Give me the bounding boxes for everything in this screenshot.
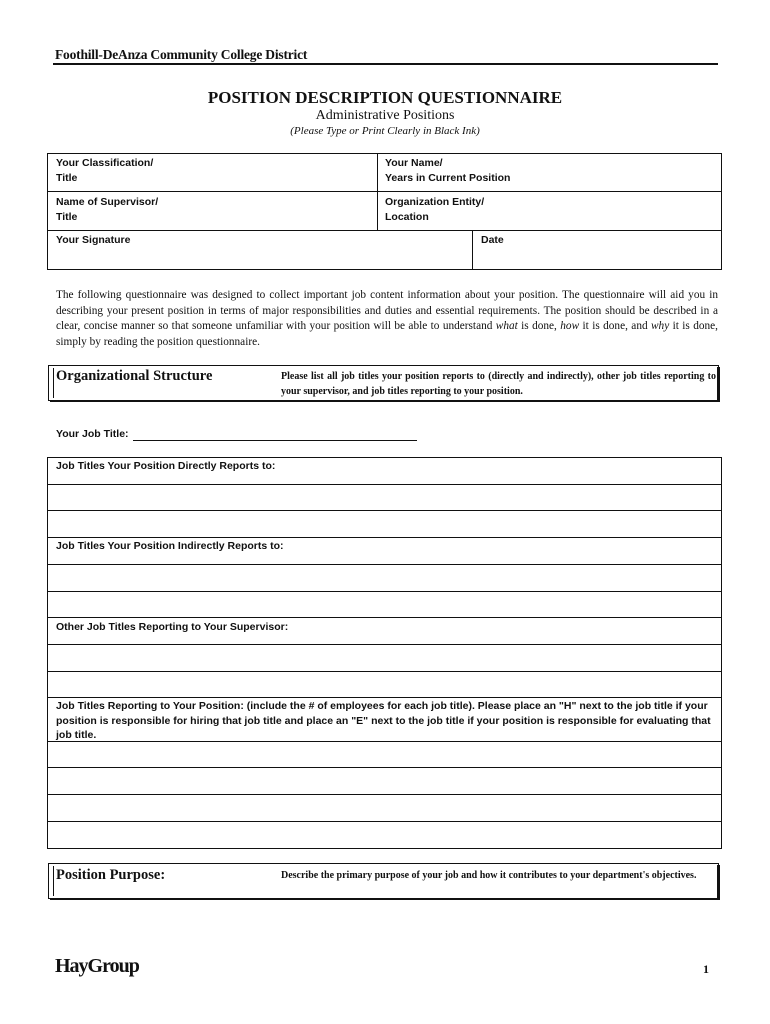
supervisor-label: Name of Supervisor/ Title xyxy=(56,196,159,223)
section-inner-rule xyxy=(53,866,54,896)
document-subtitle: Administrative Positions xyxy=(315,108,455,123)
entity-label: Organization Entity/ Location xyxy=(385,196,485,223)
info-table-divider xyxy=(472,230,473,270)
reporting-to-you-row[interactable] xyxy=(49,796,720,820)
job-title-label: Your Job Title: xyxy=(56,428,129,440)
org-structure-title: Organizational Structure xyxy=(56,368,213,384)
grid-line xyxy=(47,537,722,538)
info-table-divider xyxy=(47,191,722,192)
grid-line xyxy=(47,644,722,645)
intro-text: The following questionnaire was designed to collect important job content information about your position. The questionnaire will aid you in describing your present position in terms of major responsibilities and duties and essential requirements. The position should be described in a clear, concise manner so that someone unfamiliar with your position will be able to understand xyxy=(56,289,718,332)
grid-line xyxy=(47,767,722,768)
grid-line xyxy=(47,564,722,565)
grid-line xyxy=(47,821,722,822)
name-label: Your Name/ Years in Current Position xyxy=(385,157,511,184)
date-field[interactable] xyxy=(520,232,720,268)
intro-paragraph xyxy=(56,288,718,350)
intro-emphasis: how xyxy=(560,320,580,332)
reporting-to-you-row[interactable] xyxy=(49,769,720,793)
grid-line xyxy=(47,697,722,698)
other-titles-row[interactable] xyxy=(49,673,720,696)
directly-reports-label: Job Titles Your Position Directly Reports to: xyxy=(56,460,276,472)
date-label: Date xyxy=(481,234,504,246)
reporting-to-you-row[interactable] xyxy=(49,823,720,847)
directly-reports-row[interactable] xyxy=(49,512,720,536)
intro-text: it is done, simply by reading the position questionnaire. xyxy=(56,320,718,348)
indirectly-reports-label: Job Titles Your Position Indirectly Reports to: xyxy=(56,540,284,552)
classification-field[interactable] xyxy=(200,155,375,190)
page-number: 1 xyxy=(703,962,709,976)
section-shadow xyxy=(50,400,720,402)
position-purpose-title: Position Purpose: xyxy=(56,867,166,883)
info-table-divider xyxy=(47,230,722,231)
other-titles-label: Other Job Titles Reporting to Your Supervisor: xyxy=(56,621,289,633)
grid-line xyxy=(47,510,722,511)
supervisor-field[interactable] xyxy=(200,193,375,228)
intro-text: is done, xyxy=(517,320,561,332)
entity-field[interactable] xyxy=(560,193,720,228)
indirectly-reports-row[interactable] xyxy=(49,566,720,590)
indirectly-reports-row[interactable] xyxy=(49,593,720,616)
header-rule xyxy=(53,63,718,65)
grid-line xyxy=(47,671,722,672)
name-field[interactable] xyxy=(560,155,720,190)
classification-label: Your Classification/ Title xyxy=(56,157,154,184)
section-shadow xyxy=(50,898,720,900)
grid-line xyxy=(47,591,722,592)
other-titles-row[interactable] xyxy=(49,646,720,670)
grid-line xyxy=(47,617,722,618)
grid-line xyxy=(47,484,722,485)
info-table-divider xyxy=(377,153,378,230)
grid-line xyxy=(47,794,722,795)
intro-text: it is done, and xyxy=(579,320,652,332)
reporting-to-you-label: Job Titles Reporting to Your Position: (include the # of employees for each job title). Please place an "H" next to the job title if your position is responsible for hiring that job title and place an "E" next to the job title if your position is responsible for evaluating that job title. xyxy=(56,700,711,741)
job-title-field[interactable] xyxy=(133,440,417,441)
section-inner-rule xyxy=(53,368,54,398)
signature-label: Your Signature xyxy=(56,234,131,246)
intro-emphasis: why xyxy=(651,320,670,332)
org-structure-description: Please list all job titles your position reports to (directly and indirectly), other job titles reporting to your supervisor, and job titles reporting to your position. xyxy=(281,371,716,397)
document-title: POSITION DESCRIPTION QUESTIONNAIRE xyxy=(207,88,563,107)
directly-reports-row[interactable] xyxy=(49,486,720,509)
haygroup-logo: HayGroup xyxy=(55,955,139,977)
reporting-to-you-row[interactable] xyxy=(49,743,720,766)
district-name: Foothill-DeAnza Community College District xyxy=(55,47,308,62)
document-instruction: (Please Type or Print Clearly in Black Ink) xyxy=(290,125,480,137)
section-shadow xyxy=(717,367,720,402)
intro-emphasis: what xyxy=(495,320,518,332)
signature-field[interactable] xyxy=(160,232,470,268)
section-shadow xyxy=(717,865,720,900)
position-purpose-description: Describe the primary purpose of your job and how it contributes to your department's objectives. xyxy=(281,870,697,881)
